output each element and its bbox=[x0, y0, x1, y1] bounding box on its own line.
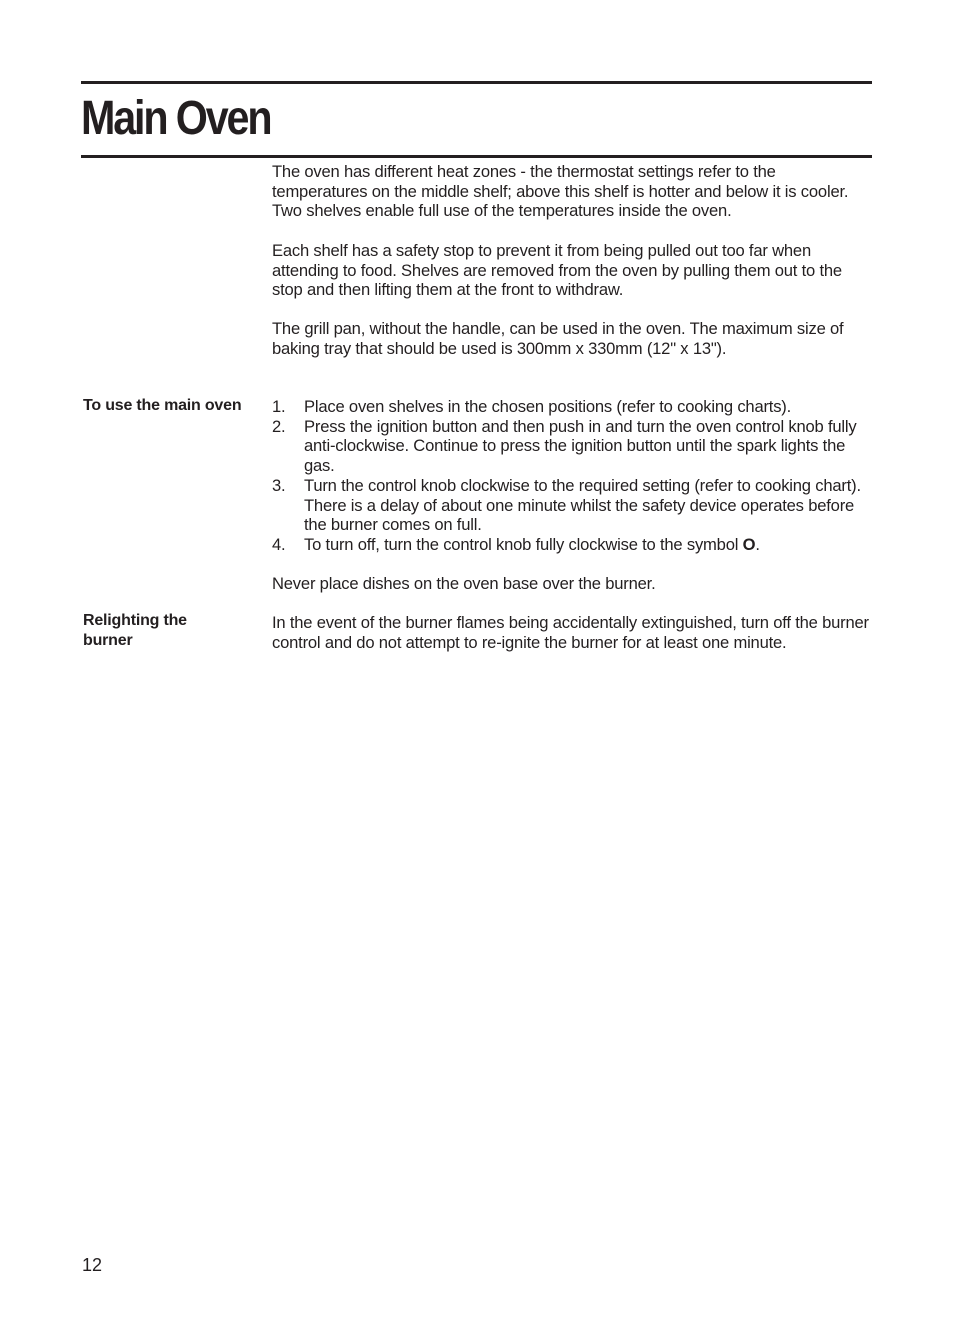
burner-warning-note: Never place dishes on the oven base over the burner. bbox=[272, 574, 656, 593]
step-item bbox=[272, 476, 872, 535]
relighting-burner-text: In the event of the burner flames being accidentally extinguished, turn off the burner control and do not attempt to re-ignite the burner for at least one minute. bbox=[272, 613, 869, 652]
relighting-heading-line2: burner bbox=[83, 632, 133, 649]
step-item bbox=[272, 417, 872, 476]
step-text: Place oven shelves in the chosen positions (refer to cooking charts). bbox=[304, 397, 792, 416]
use-main-oven-steps bbox=[272, 397, 872, 555]
step-text: To turn off, turn the control knob fully clockwise to the symbol bbox=[304, 534, 743, 554]
page-number: 12 bbox=[82, 1255, 103, 1275]
step-number: 1. bbox=[272, 397, 286, 416]
intro-paragraph-safety-stop: Each shelf has a safety stop to prevent it from being pulled out too far when attending to food. Shelves are removed from the oven by pulling them out to the stop and then lifting them at the front to withdraw. bbox=[272, 241, 842, 300]
use-main-oven-heading: To use the main oven bbox=[83, 397, 242, 414]
step-text: Turn the control knob clockwise to the required setting (refer to cooking chart). There is a delay of about one minute whilst the safety device operates before the burner comes on full. bbox=[304, 475, 861, 535]
step-number: 3. bbox=[272, 475, 286, 495]
relighting-burner-heading bbox=[83, 611, 273, 651]
step-item bbox=[272, 397, 872, 417]
relighting-heading-line1: Relighting the bbox=[83, 612, 187, 629]
off-symbol: O bbox=[742, 534, 756, 554]
step-number: 4. bbox=[272, 534, 286, 554]
step-item bbox=[272, 535, 872, 555]
title-bottom-rule bbox=[81, 155, 872, 158]
intro-paragraph-grill-pan: The grill pan, without the handle, can be used in the oven. The maximum size of baking tray that should be used is 300mm x 330mm (12" x 13"). bbox=[272, 319, 844, 358]
step-text-end: . bbox=[755, 534, 760, 554]
intro-paragraph-heat-zones: The oven has different heat zones - the thermostat settings refer to the temperatures on the middle shelf; above this shelf is hotter and below it is cooler. Two shelves enable full use of the temperatures inside the oven. bbox=[272, 162, 849, 221]
step-number: 2. bbox=[272, 416, 286, 436]
step-text: Press the ignition button and then push in and turn the oven control knob fully anti-clockwise. Continue to press the ignition button until the spark lights the gas. bbox=[304, 416, 857, 476]
page-title: Main Oven bbox=[81, 92, 271, 145]
title-top-rule bbox=[81, 81, 872, 84]
